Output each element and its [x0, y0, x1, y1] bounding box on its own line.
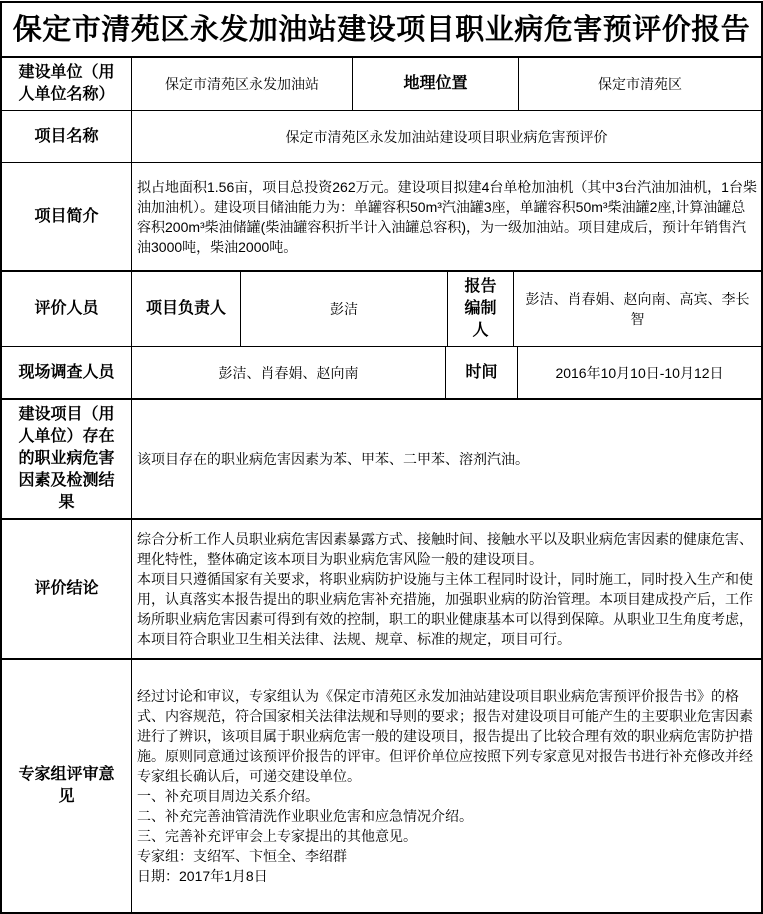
site-survey-label: 现场调查人员 — [2, 347, 132, 398]
expert-review-item-2: 二、补充完善油管清洗作业职业危害和应急情况介绍。 — [137, 808, 473, 824]
project-brief-row — [2, 163, 761, 272]
report-compilers-label: 报告编制人 — [448, 272, 514, 346]
project-leader-label: 项目负责人 — [132, 272, 241, 346]
unit-value: 保定市清苑区永发加油站 — [132, 58, 353, 110]
conclusion-label: 评价结论 — [2, 520, 132, 658]
hazards-text: 该项目存在的职业病危害因素为苯、甲苯、二甲苯、溶剂汽油。 — [137, 451, 529, 467]
project-brief-label: 项目简介 — [2, 163, 132, 270]
expert-review-value — [132, 660, 761, 912]
unit-row — [2, 58, 761, 111]
time-label: 时间 — [446, 347, 518, 398]
project-brief-value — [132, 163, 761, 270]
report-title: 保定市清苑区永发加油站建设项目职业病危害预评价报告 — [12, 13, 751, 46]
conclusion-paragraph-2: 本项目只遵循国家有关要求，将职业病防护设施与主体工程同时设计，同时施工，同时投入生产和使用，认真落实本报告提出的职业病危害补充措施，加强职业病的防治管理。本项目建成投产后，工作场所职业病危害因素可得到有效的控制，职工的职业健康基本可以得到保障。从职业卫生角度考虑，本项目符合职业卫生相关法律、法规、规章、标准的规定，项目可行。 — [137, 571, 753, 647]
expert-review-date: 日期：2017年1月8日 — [137, 868, 268, 884]
expert-review-item-1: 一、补充项目周边关系介绍。 — [137, 788, 319, 804]
evaluators-row — [2, 272, 761, 347]
project-name-row — [2, 111, 761, 163]
hazards-label: 建设项目（用人单位）存在的职业病危害因素及检测结果 — [2, 400, 132, 518]
unit-label: 建设单位（用人单位名称） — [2, 58, 132, 110]
report-table — [0, 1, 763, 914]
time-value: 2016年10月10日-10月12日 — [555, 364, 724, 381]
location-value: 保定市清苑区 — [598, 76, 682, 92]
conclusion-value — [132, 520, 761, 658]
project-name-label: 项目名称 — [2, 111, 132, 162]
report-compilers-value: 彭洁、肖春娟、赵向南、高宾、李长智 — [525, 291, 750, 327]
site-survey-row — [2, 347, 761, 400]
conclusion-row — [2, 520, 761, 660]
location-label: 地理位置 — [353, 58, 519, 110]
expert-review-row — [2, 660, 761, 912]
expert-review-label: 专家组评审意见 — [2, 660, 132, 912]
hazards-value — [132, 400, 761, 518]
conclusion-paragraph-1: 综合分析工作人员职业病危害因素暴露方式、接触时间、接触水平以及职业病危害因素的健康危害、理化特性，整体确定该本项目为职业病危害风险一般的建设项目。 — [137, 531, 753, 567]
hazards-row — [2, 400, 761, 520]
expert-review-item-3: 三、完善补充评审会上专家提出的其他意见。 — [137, 828, 417, 844]
expert-review-paragraph: 经过讨论和审议，专家组认为《保定市清苑区永发加油站建设项目职业病危害预评价报告书》的格式、内容规范，符合国家相关法律法规和导则的要求；报告对建设项目可能产生的主要职业危害因素进行了辨识，该项目属于职业病危害一般的建设项目，报告提出了比较合理有效的职业病危害防护措施。原则同意通过该预评价报告的评审。但评价单位应按照下列专家意见对报告书进行补充修改并经专家组长确认后，可递交建设单位。 — [137, 688, 753, 784]
site-survey-value: 彭洁、肖春娟、赵向南 — [132, 347, 446, 398]
title-row — [2, 3, 761, 58]
project-brief-text: 拟占地面积1.56亩，项目总投资262万元。建设项目拟建4台单枪加油机（其中3台汽油加油机，1台柴油加油机）。建设项目储油能力为：单罐容积50m³汽油罐3座，单罐容积50m³柴油罐2座,计算油罐总容积200m³柴油储罐(柴油罐容积折半计入油罐总容积)，为一级加油站。项目建成后，预计年销售汽油3000吨，柴油2000吨。 — [137, 178, 757, 255]
evaluators-label: 评价人员 — [2, 272, 132, 346]
project-leader-value: 彭洁 — [241, 272, 448, 346]
project-name-value: 保定市清苑区永发加油站建设项目职业病危害预评价 — [285, 128, 608, 145]
expert-group-signature: 专家组：支绍军、卞恒全、李绍群 — [137, 848, 347, 864]
